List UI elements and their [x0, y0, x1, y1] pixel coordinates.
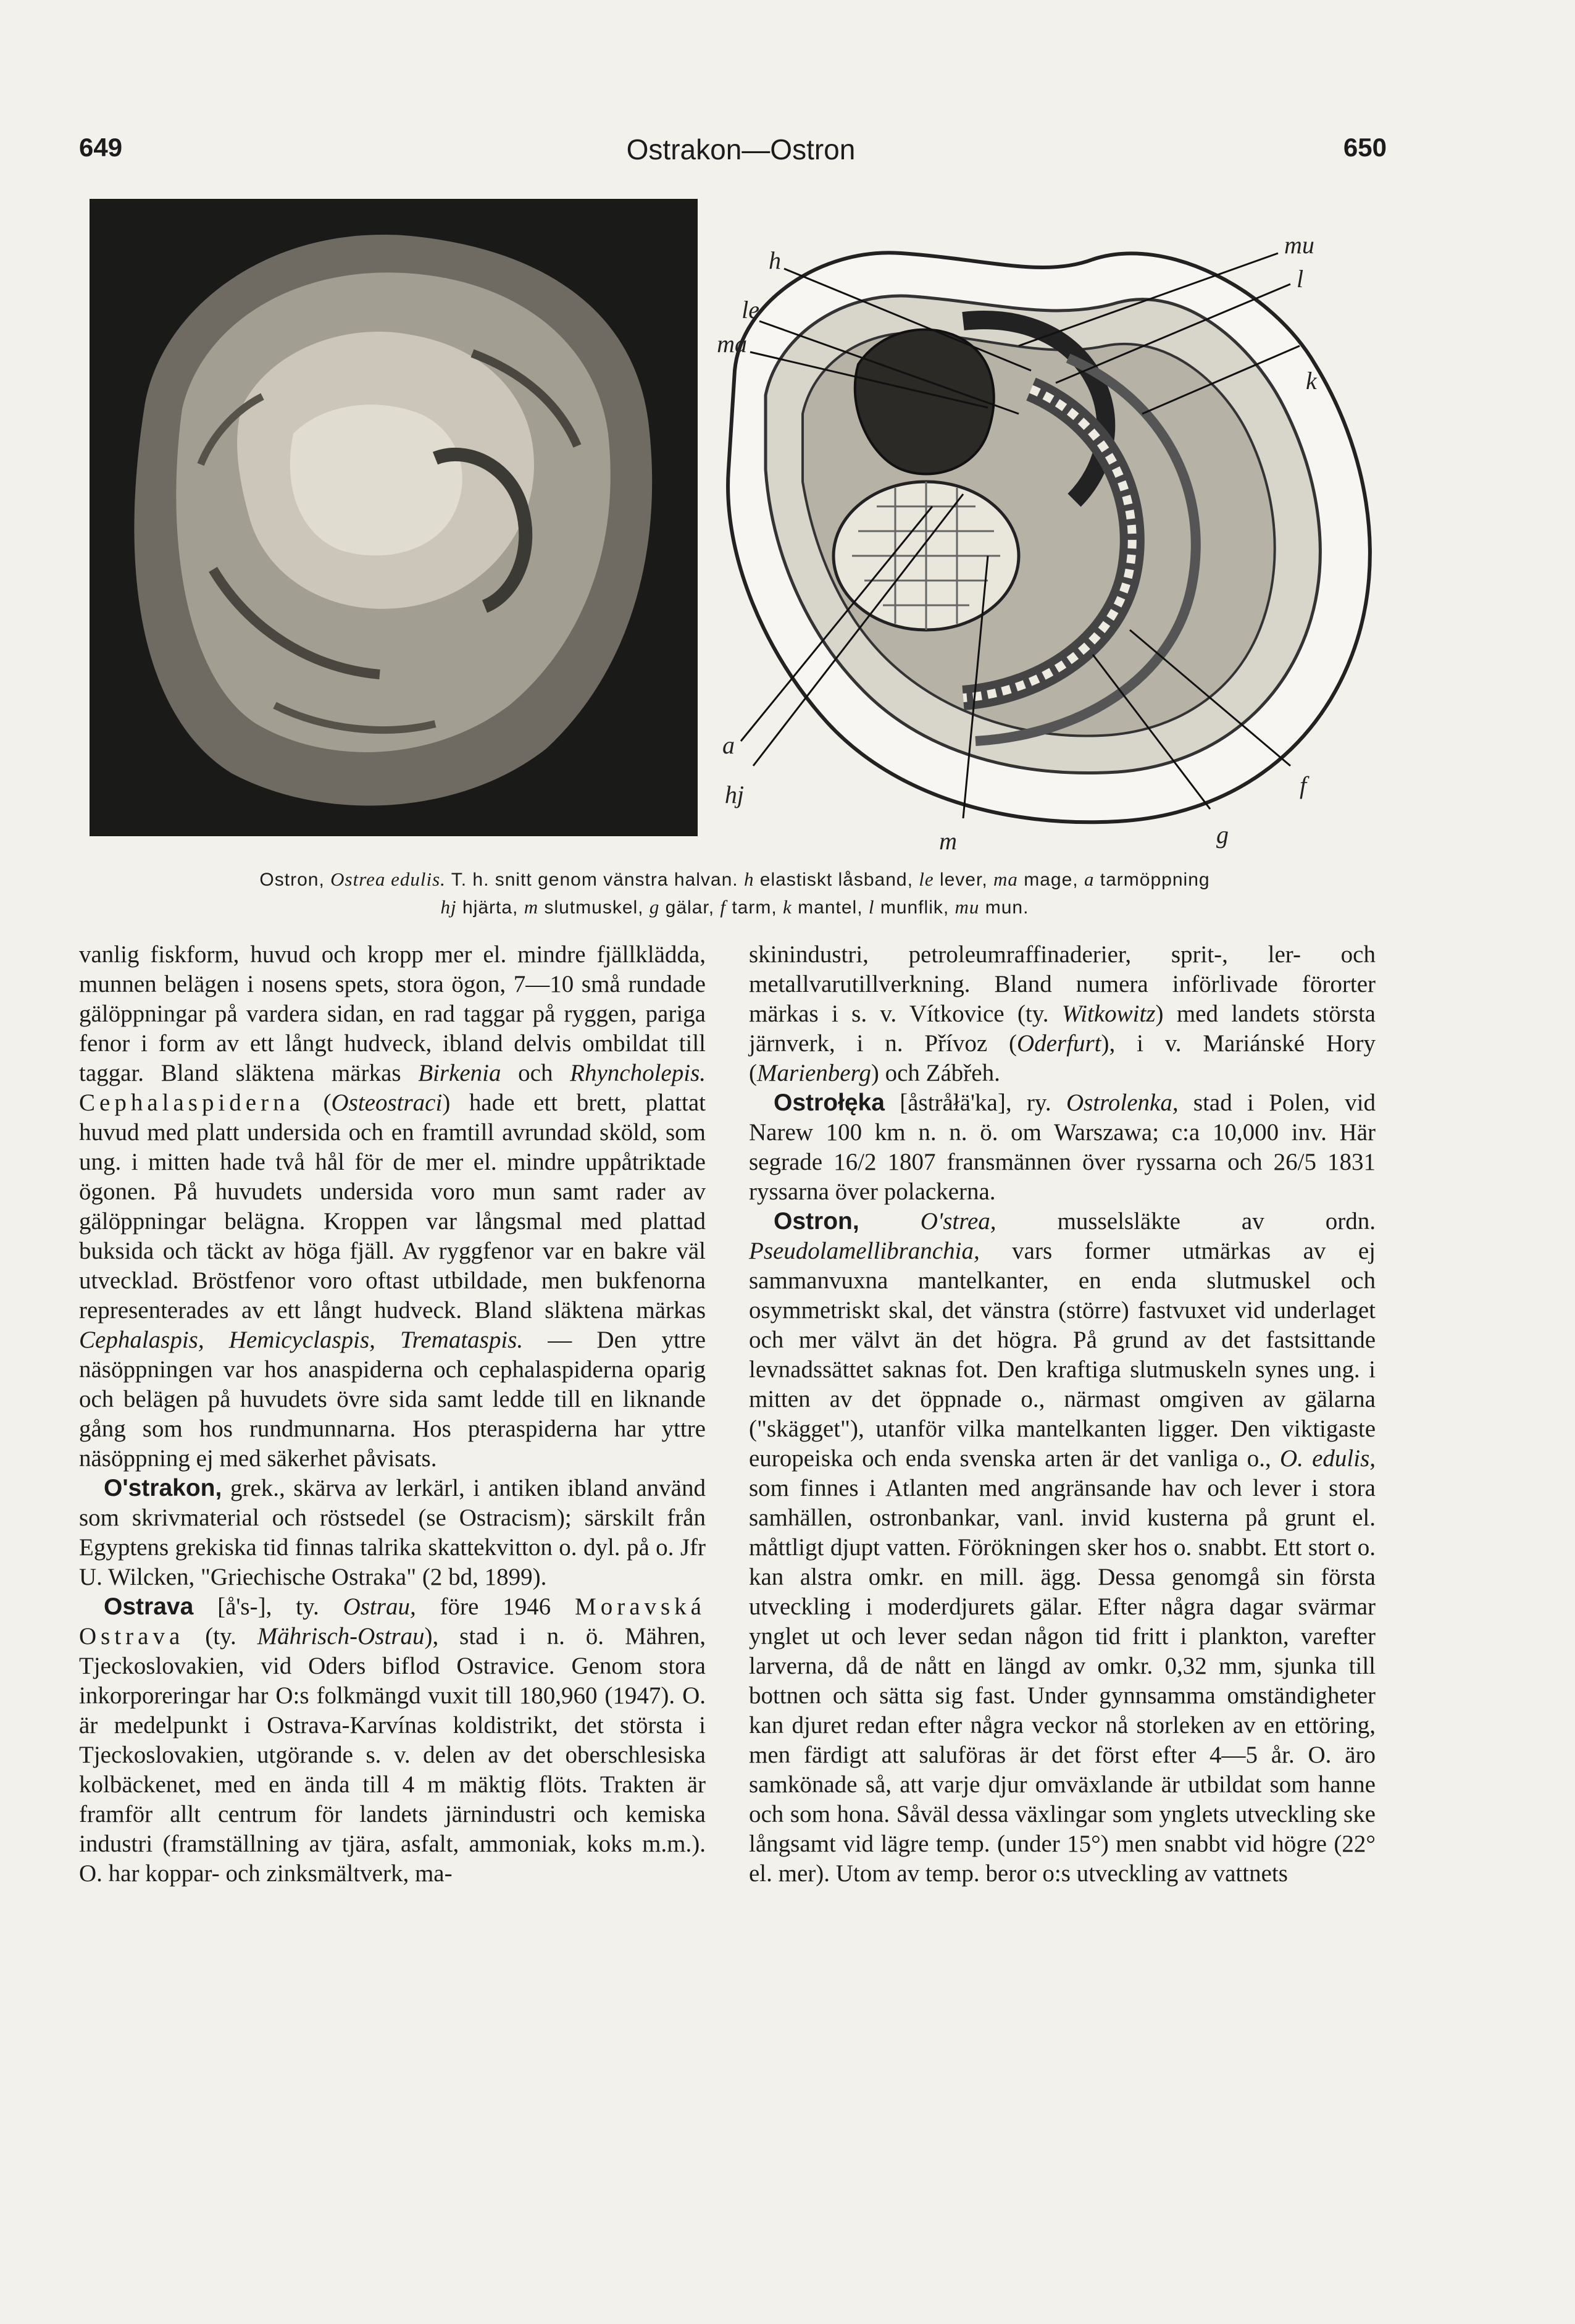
left-column	[79, 940, 706, 1889]
headword-ostroleka: Ostrołęka	[774, 1089, 885, 1116]
entry-ostron: Ostron, O'strea, musselsläkte av ordn. Pseudolamellibranchia, vars former utmärkas av ej sammanvuxna mantelkanter, en enda slutmuskel och osymmetriskt skal, det vänstra (större) fastvuxet vid underlaget och mer välvt än det högra. På grund av det fastsittande levnadssättet saknas fot. Den kraftiga slutmuskeln synes ung. i mitten av det öppnade o., närmast omgiven av gälarna ("skägget"), utanför vilka mantelkanten ligger. Den viktigaste europeiska och enda svenska arten är det vanliga o., O. edulis, som finnes i Atlanten med angränsande hav och lever i stora samhällen, ostronbankar, vanl. invid kusterna på grunt el. måttligt djupt vatten. Förökningen sker hos o. snabbt. Ett stort o. kan alstra omkr. en mill. ägg. Dessa genomgå sin första utveckling i moderdjurets gälar. Efter några dagar svärmar ynglet ut och lever sedan någon tid fritt i plankton, varefter larverna, då de nått en längd av omkr. 0,32 mm, sjunka till bottnen och sätta sig fast. Under gynnsamma omständigheter kan djuret redan efter några veckor nå storleken av en ettöring, men färdigt att saluföras är det först efter 4—5 år. O. äro samkönade så, att varje djur omväxlande är utbildat som hanne och som hona. Såväl dessa växlingar som ynglets utveckling ske långsamt vid lägre temp. (under 15°) men snabbt vid högre (22° el. mer). Utom av temp. beror o:s utveckling av vattnets	[749, 1208, 1376, 1887]
figure-caption	[80, 866, 1389, 921]
headword-ostrakon: O'strakon,	[104, 1475, 222, 1501]
label-mu: mu	[1284, 231, 1314, 259]
label-a: a	[722, 731, 735, 759]
entry-ostroleka: Ostrołęka [åstråłä'ka], ry. Ostrolenka, stad i Polen, vid Narew 100 km n. n. ö. om Warszawa; c:a 10,000 inv. Här segrade 16/2 1807 fransmännen över ryssarna och 26/5 1831 ryssarna över polackerna.	[749, 1089, 1376, 1205]
entry-ostrava: Ostrava [å's-], ty. Ostrau, före 1946 Moravská Ostrava (ty. Mährisch-Ostrau), stad i n. ö. Mähren, Tjeckoslovakien, vid Oders biflod Ostravice. Genom stora inkorporeringar har O:s folkmängd vuxit till 180,960 (1947). O. är medelpunkt i Ostrava-Karvínas koldistrikt, det största i Tjeckoslovakien, utgörande s. v. delen av det oberschlesiska kolbäckenet, med en ända till 4 m mäktig flöts. Trakten är framför allt centrum för landets järnindustri och kemiska industri (framställning av tjära, asfalt, ammoniak, koks m.m.). O. har koppar- och zinksmältverk, ma-	[79, 1593, 706, 1887]
page-number-left: 649	[79, 133, 123, 162]
oyster-cross-section-diagram	[698, 210, 1414, 858]
label-k: k	[1306, 367, 1317, 395]
caption-line-1: Ostron, Ostrea edulis. T. h. snitt genom vänstra halvan. h elastiskt låsband, le lever, ma mage, a tarmöppning	[259, 868, 1210, 890]
right-column	[749, 940, 1376, 1889]
label-g: g	[1216, 821, 1229, 849]
label-m: m	[939, 827, 957, 855]
running-title: Ostrakon—Ostron	[626, 133, 856, 166]
oyster-shell-image	[90, 199, 698, 836]
paragraph-ostrava-continued: skinindustri, petroleumraffinaderier, sprit-, ler- och metallvarutillverkning. Bland numera införlivade förorter märkas i s. v. Vítkovice (ty. Witkowitz) med landets största järnverk, i n. Přívoz (Oderfurt), i v. Mariánské Hory (Marienberg) och Zábřeh.	[749, 941, 1376, 1086]
anatomy-drawing	[698, 210, 1414, 858]
label-hj: hj	[724, 781, 744, 808]
label-h: h	[769, 246, 781, 274]
entry-ostrakon: O'strakon, grek., skärva av lerkärl, i antiken ibland använd som skrivmaterial och röstsedel (se Ostracism); särskilt från Egyptens grekiska tid finnas talrika skattekvitton o. dyl. på o. Jfr U. Wilcken, "Griechische Ostraka" (2 bd, 1899).	[79, 1475, 706, 1590]
label-f: f	[1300, 771, 1307, 799]
label-ma: ma	[717, 330, 747, 358]
paragraph-fish-description: vanlig fiskform, huvud och kropp mer el. mindre fjällklädda, munnen belägen i nosens spets, stora ögon, 7—10 små rundade gälöppningar på vardera sidan, en rad taggar på ryggen, pariga fenor i form av ett långt hudveck, ibland delvis ombildat till taggar. Bland släktena märkas Birkenia och Rhyncholepis. Cephalaspiderna (Osteostraci) hade ett brett, plattat huvud med platt undersida och en framtill avrundad sköld, som ung. i mitten hade två hål för de mer el. mindre uppåtriktade ögonen. På huvudets undersida voro mun samt rader av gälöppningar belägna. Kroppen var långsmal med plattad buksida och täckt av höga fjäll. Av ryggfenor var en bakre väl utvecklad. Bröstfenor voro oftast utbildade, men bukfenorna representerades av ett långt hudveck. Bland släktena märkas Cephalaspis, Hemicyclaspis, Tremataspis. — Den yttre näsöppningen var hos anaspiderna och cephalaspiderna oparig och belägen på huvudets övre sida samt ledde till en liknande gång som hos rundmunnarna. Hos pteraspiderna har yttre näsöppning ej med säkerhet påvisats.	[79, 941, 706, 1472]
headword-ostron: Ostron,	[774, 1208, 859, 1235]
label-le: le	[742, 296, 759, 324]
label-l: l	[1297, 265, 1304, 293]
page-number-right: 650	[1343, 133, 1387, 162]
headword-ostrava: Ostrava	[104, 1593, 194, 1620]
oyster-photo	[90, 199, 698, 836]
caption-line-2: hj hjärta, m slutmuskel, g gälar, f tarm, k mantel, l munflik, mu mun.	[440, 896, 1029, 918]
